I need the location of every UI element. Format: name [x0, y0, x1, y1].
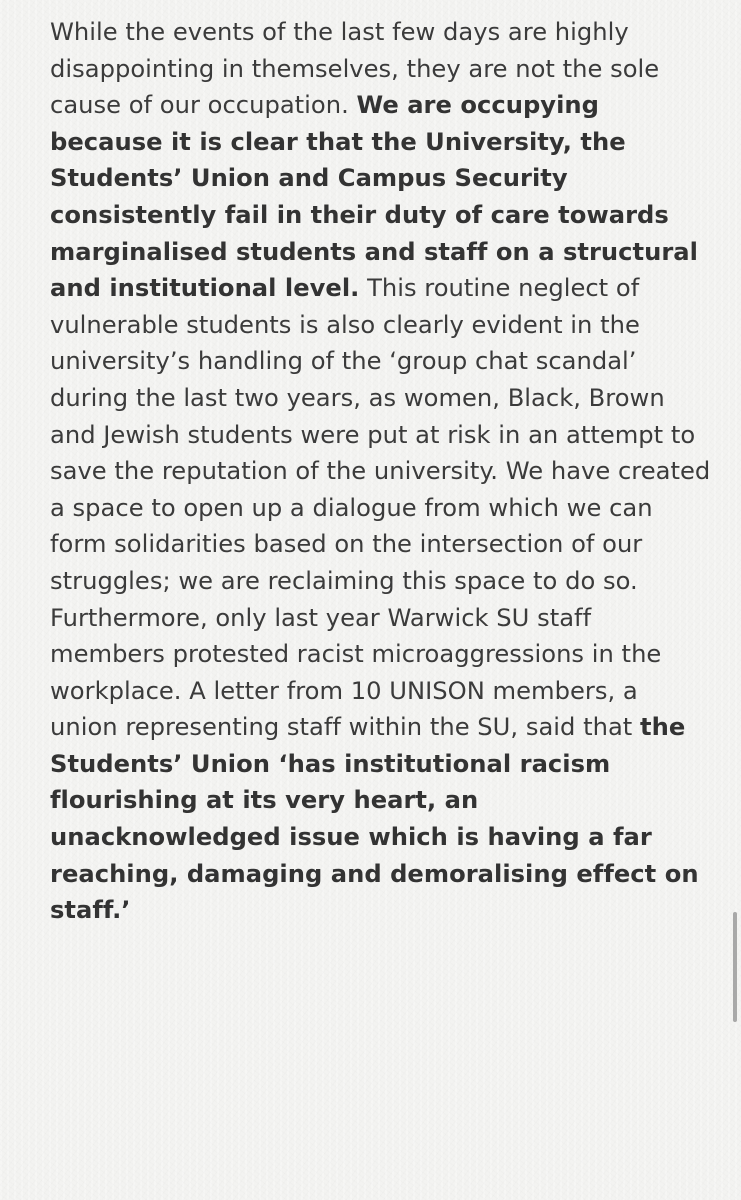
note-bold-unison-quote: the Students’ Union ‘has institutional racism flourishing at its very heart, an unacknowledged issue which is having a far reaching, damaging and demoralising effect on staff.’ [50, 713, 699, 925]
note-text-intro: While the events of the last few days are highly disappointing in themselves, they are not the sole cause of our occupation. [50, 18, 660, 120]
note-text-body: This routine neglect of vulnerable students is also clearly evident in the university’s handling of the ‘group chat scandal’ during the last two years, as women, Black, Brown and Jewish students were put at risk in an attempt to save the reputation of the university. We have created a space to open up a dialogue from which we can form solidarities based on the intersection of our struggles; we are reclaiming this space to do so. Furthermore, only last year Warwick SU staff members protested racist microaggressions in the workplace. A letter from 10 UNISON members, a union representing staff within the SU, said that [50, 274, 711, 742]
vertical-scrollbar[interactable] [733, 912, 737, 1022]
note-paragraph [50, 14, 712, 929]
note-bold-occupying-statement: We are occupying because it is clear that the University, the Students’ Union and Campus Security consistently fail in their duty of care towards marginalised students and staff on a structural and institutional level. [50, 91, 698, 303]
